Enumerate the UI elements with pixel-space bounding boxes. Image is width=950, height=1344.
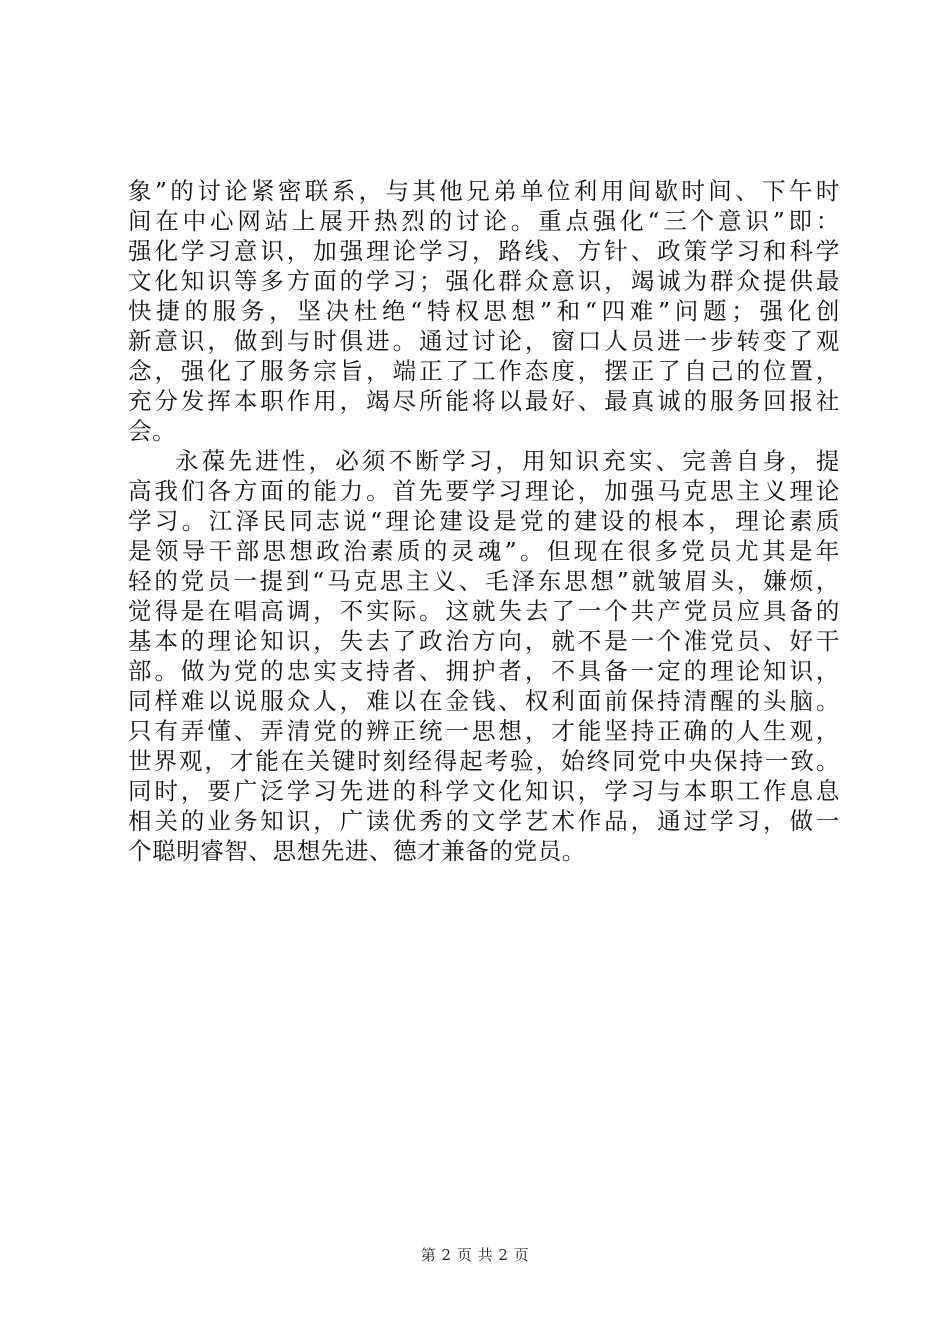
paragraph-2-line: 轻的党员一提到“马克思主义、毛泽东思想”就皱眉头，嫌烦， bbox=[128, 567, 840, 595]
paragraph-1-line: 强化学习意识，加强理论学习，路线、方针、政策学习和科学 bbox=[128, 237, 840, 265]
paragraph-2-line: 同样难以说服众人，难以在金钱、权利面前保持清醒的头脑。 bbox=[128, 687, 840, 715]
paragraph-1-line: 间在中心网站上展开热烈的讨论。重点强化“三个意识”即： bbox=[128, 207, 840, 235]
paragraph-2-line: 世界观，才能在关键时刻经得起考验，始终同党中央保持一致。 bbox=[128, 747, 840, 775]
paragraph-2-line: 学习。江泽民同志说“理论建设是党的建设的根本，理论素质 bbox=[128, 507, 840, 535]
body-text bbox=[128, 176, 840, 866]
paragraph-1-line: 会。 bbox=[128, 417, 177, 445]
paragraph-2-line: 是领导干部思想政治素质的灵魂”。但现在很多党员尤其是年 bbox=[128, 537, 840, 565]
paragraph-2-line: 觉得是在唱高调，不实际。这就失去了一个共产党员应具备的 bbox=[128, 597, 840, 625]
paragraph-1-line: 念，强化了服务宗旨，端正了工作态度，摆正了自己的位置， bbox=[128, 357, 840, 385]
paragraph-2-line: 永葆先进性，必须不断学习，用知识充实、完善自身，提 bbox=[175, 447, 840, 475]
paragraph-2-line: 个聪明睿智、思想先进、德才兼备的党员。 bbox=[128, 837, 586, 865]
paragraph-2-line: 相关的业务知识，广读优秀的文学艺术作品，通过学习，做一 bbox=[128, 807, 840, 835]
paragraph-1-line: 快捷的服务，坚决杜绝“特权思想”和“四难”问题；强化创 bbox=[128, 297, 840, 325]
paragraph-1-line: 新意识，做到与时俱进。通过讨论，窗口人员进一步转变了观 bbox=[128, 327, 840, 355]
paragraph-2-line: 部。做为党的忠实支持者、拥护者，不具备一定的理论知识， bbox=[128, 657, 840, 685]
paragraph-2-line: 高我们各方面的能力。首先要学习理论，加强马克思主义理论 bbox=[128, 477, 840, 505]
paragraph-1-line: 文化知识等多方面的学习；强化群众意识，竭诚为群众提供最 bbox=[128, 267, 840, 295]
paragraph-1-line: 象”的讨论紧密联系，与其他兄弟单位利用间歇时间、下午时 bbox=[128, 177, 840, 205]
paragraph-2-line: 只有弄懂、弄清党的辨正统一思想，才能坚持正确的人生观， bbox=[128, 717, 840, 745]
paragraph-2-line: 基本的理论知识，失去了政治方向，就不是一个准党员、好干 bbox=[128, 627, 840, 655]
page-footer: 第 2 页 共 2 页 bbox=[420, 1246, 530, 1264]
paragraph-1-line: 充分发挥本职作用，竭尽所能将以最好、最真诚的服务回报社 bbox=[128, 387, 840, 415]
paragraph-2-line: 同时，要广泛学习先进的科学文化知识，学习与本职工作息息 bbox=[128, 777, 840, 805]
